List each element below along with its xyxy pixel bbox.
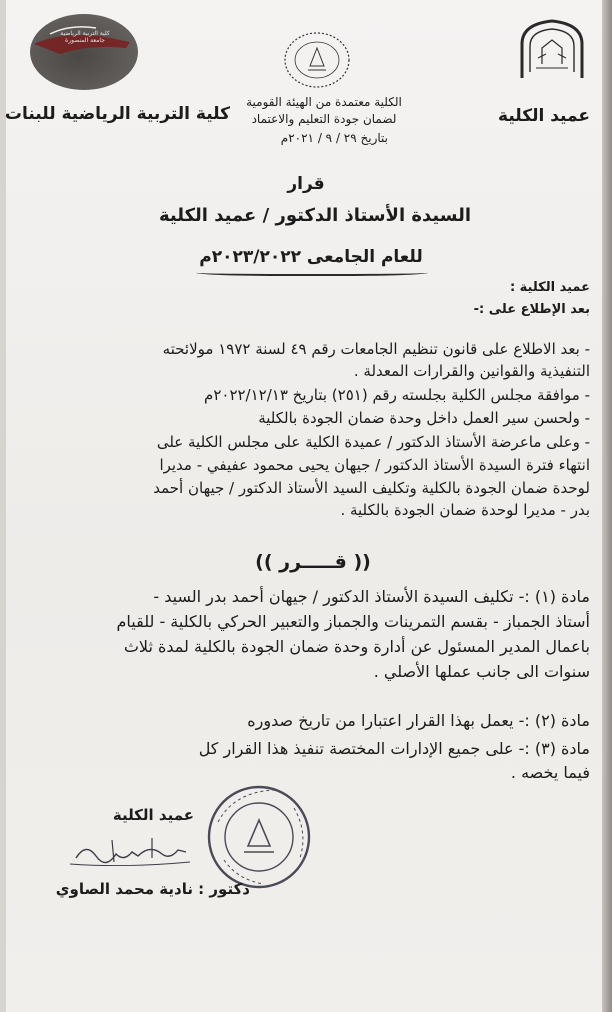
preamble-line: لوحدة ضمان الجودة بالكلية وتكليف السيد الأستاذ الدكتور / جيهان أحمد xyxy=(153,479,590,497)
article-1-line: باعمال المدير المسئول عن أدارة وحدة ضمان الجودة بالكلية لمدة ثلاث xyxy=(123,637,590,656)
page-shadow-edge xyxy=(602,0,612,1012)
article-1-line: أستاذ الجمباز - بقسم التمرينات والجمباز والتعبير الحركي بالكلية - للقيام xyxy=(116,612,590,631)
preamble-line: انتهاء فترة السيدة الأستاذ الدكتور / جيهان يحيى محمود عفيفي - مديرا xyxy=(159,456,590,474)
after-review-label: بعد الإطلاع على :- xyxy=(473,302,590,317)
handwritten-underline xyxy=(196,268,428,276)
preamble-line: - بعد الاطلاع على قانون تنظيم الجامعات رقم ٤٩ لسنة ١٩٧٢ مولائحته xyxy=(162,340,590,358)
preamble-line: - ولحسن سير العمل داخل وحدة ضمان الجودة بالكلية xyxy=(258,409,590,427)
faculty-logo xyxy=(30,14,138,90)
faculty-name: كلية التربية الرياضية للبنات xyxy=(4,104,230,124)
accreditation-line-2: لضمان جودة التعليم والاعتماد xyxy=(251,112,397,126)
official-stamp-icon xyxy=(204,782,314,892)
article-1-line: مادة (١) :- تكليف السيدة الأستاذ الدكتور / جيهان أحمد بدر السيد - xyxy=(153,587,590,606)
accreditation-date: بتاريخ ٢٩ / ٩ / ٢٠٢١م xyxy=(280,131,388,145)
signature-title: عميد الكلية xyxy=(112,806,194,824)
decision-heading: (( قـــــرر )) xyxy=(255,551,371,573)
dean-label: عميد الكلية : xyxy=(509,280,590,295)
article-3-line: مادة (٣) :- على جميع الإدارات المختصة تنفيذ هذا القرار كل xyxy=(198,739,590,758)
article-2: مادة (٢) :- يعمل بهذا القرار اعتبارا من تاريخ صدوره xyxy=(247,711,590,730)
dean-header-title: عميد الكلية xyxy=(498,106,590,126)
preamble-line: بدر - مديرا لوحدة ضمان الجودة بالكلية . xyxy=(340,501,590,519)
preamble-line: التنفيذية والقوانين والقرارات المعدلة . xyxy=(353,362,590,380)
article-3-line: فيما يخصه . xyxy=(510,763,590,782)
preamble-line: - وعلى ماعرضة الأستاذ الدكتور / عميدة الكلية على مجلس الكلية على xyxy=(156,433,590,451)
academic-year: للعام الجامعى ٢٠٢٣/٢٠٢٢م xyxy=(199,247,423,267)
university-arch-logo-icon xyxy=(516,18,588,82)
national-accreditation-seal-icon xyxy=(282,30,352,90)
page-edge xyxy=(0,0,6,1012)
accreditation-line-1: الكلية معتمدة من الهيئة القومية xyxy=(246,95,402,109)
decision-title: قرار xyxy=(287,174,325,194)
preamble-line: - موافقة مجلس الكلية بجلسته رقم (٢٥١) بتاريخ ٢٠٢٢/١٢/١٣م xyxy=(204,386,590,404)
logo-text: كلية التربية الرياضية جامعة المنصورة xyxy=(60,30,110,44)
signatory-name: دكتور : نادية محمد الصاوي xyxy=(55,880,250,898)
handwritten-signature xyxy=(66,832,196,872)
article-1-line: سنوات الى جانب عملها الأصلي . xyxy=(373,662,590,681)
issuer-title: السيدة الأستاذ الدكتور / عميد الكلية xyxy=(158,205,472,226)
